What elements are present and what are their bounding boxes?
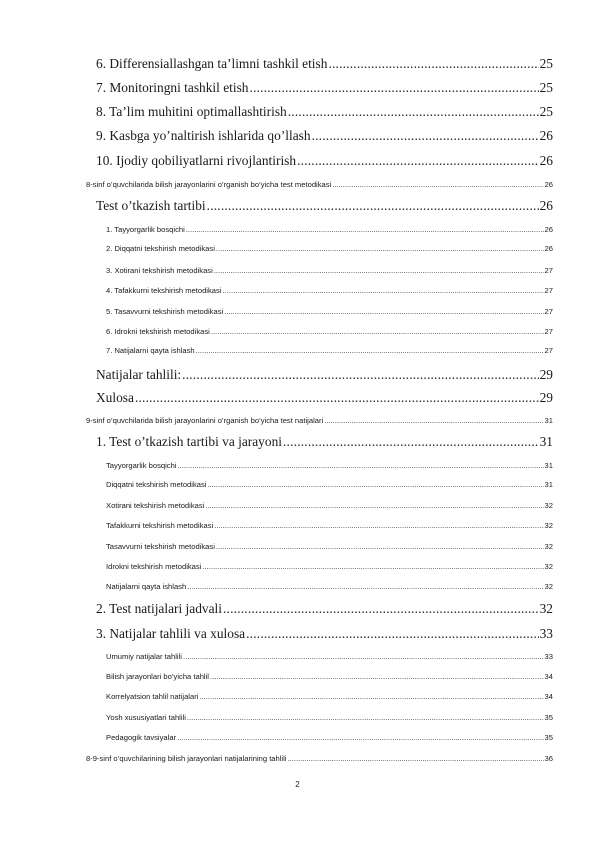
- toc-leader-dots: [186, 225, 544, 234]
- toc-entry-title: 8-sinf o’quvchilarida bilish jarayonlarini o’rganish bo’yicha test metodikasi: [86, 180, 332, 189]
- toc-entry[interactable]: [96, 104, 553, 122]
- toc-entry-title: 1. Test o’tkazish tartibi va jarayoni: [96, 434, 282, 449]
- toc-entry[interactable]: [96, 80, 553, 98]
- toc-entry[interactable]: [106, 244, 553, 254]
- toc-entry-page: 27: [544, 327, 553, 336]
- toc-entry-title: 10. Ijodiy qobiliyatlarni rivojlantirish: [96, 153, 297, 168]
- toc-entry[interactable]: [96, 367, 553, 385]
- toc-entry[interactable]: [106, 652, 553, 662]
- toc-entry-page: 31: [544, 461, 553, 470]
- toc-entry-title: Tafakkurni tekshirish metodikasi: [106, 521, 214, 530]
- toc-leader-dots: [211, 327, 544, 336]
- page-number: 2: [295, 780, 300, 789]
- toc-entry-title: Natijalarni qayta ishlash: [106, 582, 187, 591]
- toc-leader-dots: [187, 582, 543, 591]
- toc-entry[interactable]: [106, 266, 553, 276]
- toc-entry-page: 29: [539, 367, 553, 382]
- toc-entry[interactable]: [106, 521, 553, 531]
- toc-leader-dots: [177, 461, 543, 470]
- toc-entry-page: 26: [539, 128, 553, 143]
- toc-entry[interactable]: [86, 754, 553, 764]
- toc-entry-page: 32: [544, 562, 553, 571]
- toc-entry[interactable]: [106, 582, 553, 592]
- toc-entry[interactable]: [106, 542, 553, 552]
- toc-entry-title: 7. Monitoringni tashkil etish: [96, 80, 249, 95]
- toc-entry[interactable]: [106, 733, 553, 743]
- toc-entry-page: 27: [544, 346, 553, 355]
- toc-entry-page: 32: [539, 601, 553, 616]
- toc-entry-title: Tasavvurni tekshirish metodikasi: [106, 542, 215, 551]
- toc-leader-dots: [182, 367, 538, 383]
- toc-leader-dots: [214, 521, 543, 530]
- toc-entry[interactable]: [96, 198, 553, 216]
- toc-entry-page: 32: [544, 521, 553, 530]
- toc-entry-title: Idrokni tekshirish metodikasi: [106, 562, 202, 571]
- toc-entry-title: 9-sinf o’quvchilarida bilish jarayonlarini o’rganish bo’yicha test natijalari: [86, 416, 324, 425]
- toc-entry-page: 32: [544, 582, 553, 591]
- toc-entry-page: 32: [544, 542, 553, 551]
- toc-entry-page: 25: [539, 56, 553, 71]
- toc-entry[interactable]: [106, 225, 553, 235]
- toc-entry-page: 25: [539, 80, 553, 95]
- toc-entry-title: 9. Kasbga yo’naltirish ishlarida qo’llash: [96, 128, 311, 143]
- toc-leader-dots: [250, 80, 539, 96]
- toc-entry-title: Test o’tkazish tartibi: [96, 198, 206, 213]
- toc-entry-title: 3. Xotirani tekshirish metodikasi: [106, 266, 213, 275]
- toc-entry-title: 8-9-sinf o’quvchilarining bilish jarayonlari natijalarining tahlili: [86, 754, 287, 763]
- toc-entry[interactable]: [86, 416, 553, 426]
- toc-leader-dots: [324, 416, 543, 425]
- toc-entry-page: 31: [544, 416, 553, 425]
- toc-entry[interactable]: [106, 480, 553, 490]
- toc-entry-title: Xulosa: [96, 390, 134, 405]
- toc-entry-title: 1. Tayyorgarlik bosqichi: [106, 225, 185, 234]
- toc-entry-title: 6. Idrokni tekshirish metodikasi: [106, 327, 210, 336]
- toc-entry-title: Umumiy natijalar tahlili: [106, 652, 182, 661]
- toc-leader-dots: [187, 713, 544, 722]
- toc-leader-dots: [205, 501, 543, 510]
- toc-entry[interactable]: [96, 56, 553, 74]
- toc-entry-page: 26: [539, 198, 553, 213]
- toc-entry-page: 26: [544, 180, 553, 189]
- toc-entry-title: Diqqatni tekshirish metodikasi: [106, 480, 207, 489]
- toc-leader-dots: [223, 286, 544, 295]
- toc-entry[interactable]: [106, 327, 553, 337]
- toc-leader-dots: [199, 692, 543, 701]
- toc-entry-page: 25: [539, 104, 553, 119]
- toc-entry-page: 35: [544, 713, 553, 722]
- toc-entry-page: 26: [539, 153, 553, 168]
- toc-entry[interactable]: [106, 713, 553, 723]
- toc-entry-page: 31: [539, 434, 553, 449]
- toc-entry[interactable]: [96, 434, 553, 452]
- toc-entry[interactable]: [106, 286, 553, 296]
- toc-entry-title: 8. Ta’lim muhitini optimallashtirish: [96, 104, 287, 119]
- toc-entry[interactable]: [106, 562, 553, 572]
- toc-entry-page: 35: [544, 733, 553, 742]
- toc-entry-page: 32: [544, 501, 553, 510]
- toc-entry[interactable]: [86, 180, 553, 190]
- toc-leader-dots: [202, 562, 543, 571]
- toc-leader-dots: [210, 672, 544, 681]
- toc-entry-page: 33: [544, 652, 553, 661]
- toc-leader-dots: [283, 434, 539, 450]
- toc-leader-dots: [183, 652, 544, 661]
- toc-entry[interactable]: [96, 153, 553, 171]
- toc-entry-title: Bilish jarayonlari bo’yicha tahlil: [106, 672, 209, 681]
- toc-entry-title: 5. Tasavvurni tekshirish metodikasi: [106, 307, 224, 316]
- toc-entry[interactable]: [96, 390, 553, 408]
- toc-entry-title: Natijalar tahlili:: [96, 367, 182, 382]
- toc-entry[interactable]: [106, 692, 553, 702]
- toc-entry-title: 7. Natijalarni qayta ishlash: [106, 346, 195, 355]
- toc-entry-page: 34: [544, 672, 553, 681]
- toc-entry-page: 36: [544, 754, 553, 763]
- toc-entry[interactable]: [106, 461, 553, 471]
- toc-entry-title: 6. Differensiallashgan ta’limni tashkil etish: [96, 56, 328, 71]
- toc-leader-dots: [196, 346, 544, 355]
- toc-leader-dots: [135, 390, 539, 406]
- toc-entry-page: 27: [544, 266, 553, 275]
- toc-entry-title: 2. Test natijalari jadvali: [96, 601, 222, 616]
- toc-entry-page: 31: [544, 480, 553, 489]
- toc-leader-dots: [288, 104, 539, 120]
- toc-entry-page: 29: [539, 390, 553, 405]
- toc-leader-dots: [214, 266, 544, 275]
- toc-entry[interactable]: [106, 501, 553, 511]
- toc-leader-dots: [328, 56, 538, 72]
- toc-entry-page: 26: [544, 244, 553, 253]
- toc-entry[interactable]: [96, 128, 553, 146]
- toc-entry-title: Yosh xususiyatlari tahlili: [106, 713, 186, 722]
- toc-leader-dots: [207, 198, 539, 214]
- toc-leader-dots: [288, 754, 544, 763]
- toc-entry-title: 3. Natijalar tahlili va xulosa: [96, 626, 246, 641]
- toc-entry[interactable]: [106, 307, 553, 317]
- toc-entry-title: Pedagogik tavsiyalar: [106, 733, 177, 742]
- toc-leader-dots: [246, 626, 538, 642]
- toc-leader-dots: [177, 733, 543, 742]
- toc-entry-page: 33: [539, 626, 553, 641]
- toc-entry-title: Tayyorgarlik bosqichi: [106, 461, 177, 470]
- toc-entry-title: Xotirani tekshirish metodikasi: [106, 501, 205, 510]
- toc-entry-title: Korrelyatsion tahlil natijalari: [106, 692, 199, 701]
- toc-entry-title: 2. Diqqatni tekshirish metodikasi: [106, 244, 215, 253]
- toc-entry[interactable]: [96, 601, 553, 619]
- toc-leader-dots: [332, 180, 543, 189]
- toc-entry-page: 27: [544, 286, 553, 295]
- toc-leader-dots: [207, 480, 543, 489]
- toc-entry[interactable]: [106, 672, 553, 682]
- toc-leader-dots: [216, 542, 544, 551]
- toc-entry-page: 27: [544, 307, 553, 316]
- toc-leader-dots: [312, 128, 539, 144]
- toc-leader-dots: [224, 307, 543, 316]
- toc-entry-page: 26: [544, 225, 553, 234]
- toc-entry-title: 4. Tafakkurni tekshirish metodikasi: [106, 286, 222, 295]
- toc-entry-page: 34: [544, 692, 553, 701]
- toc-leader-dots: [223, 601, 539, 617]
- toc-leader-dots: [216, 244, 544, 253]
- toc-leader-dots: [297, 153, 539, 169]
- toc-entry[interactable]: [96, 626, 553, 644]
- toc-entry[interactable]: [106, 346, 553, 356]
